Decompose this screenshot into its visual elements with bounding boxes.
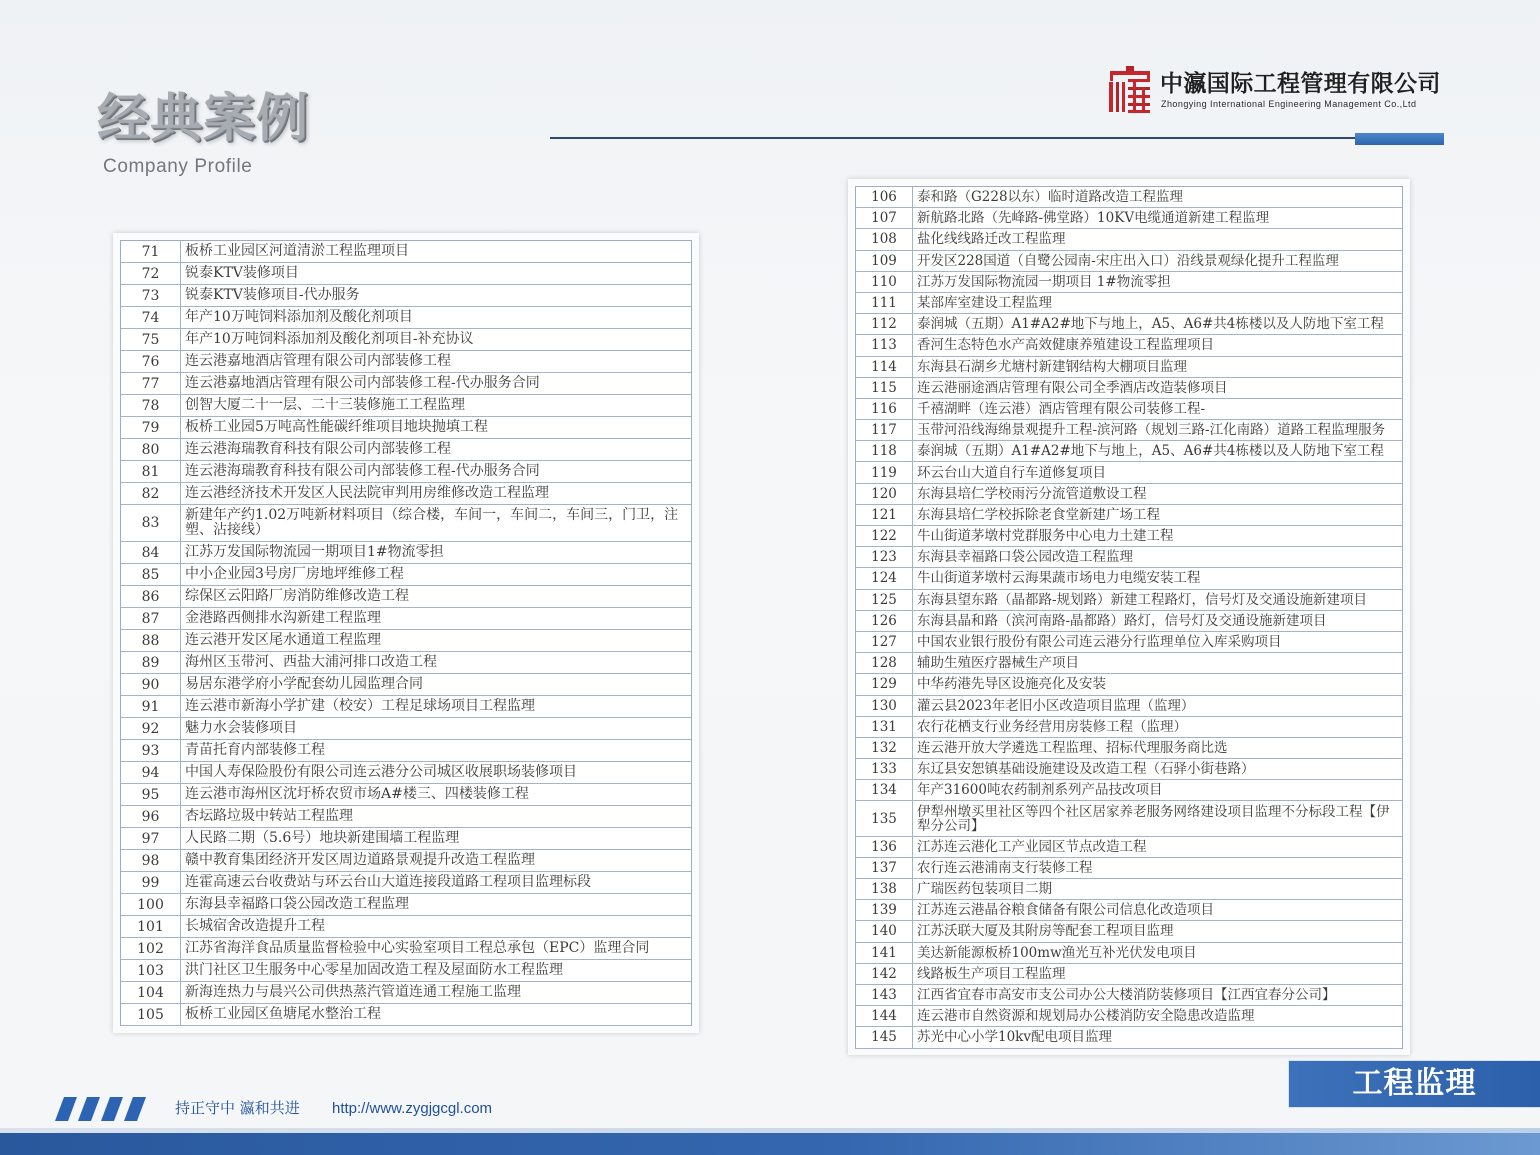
row-number: 97	[121, 828, 181, 849]
table-row	[856, 837, 1402, 858]
row-number: 77	[121, 373, 181, 394]
table-row	[121, 894, 691, 916]
project-name: 连云港市自然资源和规划局办公楼消防安全隐患改造监理	[917, 1008, 1255, 1025]
page-subtitle: Company Profile	[103, 156, 253, 177]
project-name: 赣中教育集团经济开发区周边道路景观提升改造工程监理	[185, 852, 535, 868]
row-number: 143	[856, 985, 913, 1005]
project-name: 牛山街道茅墩村云海果蔬市场电力电缆安装工程	[917, 570, 1201, 587]
project-name: 江苏连云港晶谷粮食储备有限公司信息化改造项目	[917, 902, 1214, 919]
row-number: 83	[121, 505, 181, 541]
row-number: 123	[856, 547, 913, 567]
row-number: 141	[856, 943, 913, 963]
footer-slogan: 持正守中 瀛和共进	[175, 1099, 300, 1117]
table-row	[856, 251, 1402, 272]
project-name: 某部库室建设工程监理	[917, 295, 1052, 312]
row-number: 105	[121, 1004, 181, 1025]
right-case-table	[855, 186, 1403, 1049]
project-name: 魅力水会装修项目	[185, 720, 297, 736]
row-number: 79	[121, 417, 181, 438]
project-name: 人民路二期（5.6号）地块新建围墙工程监理	[185, 830, 460, 846]
row-number: 131	[856, 717, 913, 737]
table-row	[856, 759, 1402, 780]
row-number: 81	[121, 461, 181, 482]
table-row	[121, 351, 691, 373]
row-number: 135	[856, 801, 913, 835]
row-number: 129	[856, 674, 913, 694]
row-number: 120	[856, 484, 913, 504]
row-number: 87	[121, 608, 181, 629]
table-row	[856, 879, 1402, 900]
project-name: 新航路北路（先峰路-佛堂路）10KV电缆通道新建工程监理	[917, 210, 1270, 227]
row-number: 94	[121, 762, 181, 783]
table-row	[121, 696, 691, 718]
row-number: 103	[121, 960, 181, 981]
project-name: 连云港开放大学遴选工程监理、招标代理服务商比选	[917, 739, 1228, 756]
project-name: 江苏沃联大厦及其附房等配套工程项目监理	[917, 923, 1174, 940]
project-name: 开发区228国道（自鹭公园南-宋庄出入口）沿线景观绿化提升工程监理	[917, 252, 1339, 269]
row-number: 144	[856, 1006, 913, 1026]
project-name: 泰和路（G228以东）临时道路改造工程监理	[917, 189, 1184, 206]
table-row	[121, 241, 691, 263]
table-row	[856, 674, 1402, 695]
row-number: 108	[856, 229, 913, 249]
table-row	[121, 542, 691, 564]
project-name: 连云港嘉地酒店管理有限公司内部装修工程-代办服务合同	[185, 375, 540, 391]
row-number: 86	[121, 586, 181, 607]
table-row	[856, 462, 1402, 483]
row-number: 119	[856, 462, 913, 482]
project-name: 苏光中心小学10kv配电项目监理	[917, 1029, 1112, 1046]
row-number: 109	[856, 251, 913, 271]
company-name-en: Zhongying International Engineering Management Co.,Ltd	[1161, 99, 1417, 109]
row-number: 117	[856, 420, 913, 440]
project-name: 江苏省海洋食品质量监督检验中心实验室项目工程总承包（EPC）监理合同	[185, 940, 650, 956]
project-name: 新海连热力与晨兴公司供热蒸汽管道连通工程施工监理	[185, 984, 521, 1000]
project-name: 中小企业园3号房厂房地坪维修工程	[185, 566, 404, 582]
row-number: 89	[121, 652, 181, 673]
table-row	[121, 740, 691, 762]
table-row	[121, 564, 691, 586]
table-row	[856, 547, 1402, 568]
project-name: 香河生态特色水产高效健康养殖建设工程监理项目	[917, 337, 1214, 354]
footer-website-link[interactable]: http://www.zygjgcgl.com	[332, 1100, 493, 1117]
project-name: 环云台山大道自行车道修复项目	[917, 464, 1106, 481]
row-number: 106	[856, 187, 913, 207]
company-name: 中瀛国际工程管理有限公司	[1160, 71, 1441, 97]
table-row	[856, 293, 1402, 314]
table-row	[121, 608, 691, 630]
project-name: 连云港市海州区沈圩桥农贸市场A#楼三、四楼装修工程	[185, 786, 529, 802]
row-number: 100	[121, 894, 181, 915]
table-row	[121, 505, 691, 542]
project-name: 连云港丽途酒店管理有限公司全季酒店改造装修项目	[917, 379, 1228, 396]
table-row	[856, 420, 1402, 441]
left-table-frame	[113, 233, 699, 1033]
table-row	[121, 806, 691, 828]
row-number: 121	[856, 505, 913, 525]
project-name: 板桥工业园5万吨高性能碳纤维项目地块抛填工程	[185, 419, 488, 435]
table-row	[121, 285, 691, 307]
table-row	[121, 307, 691, 329]
project-name: 洪门社区卫生服务中心零星加固改造工程及屋面防水工程监理	[185, 962, 563, 978]
table-row	[856, 357, 1402, 378]
project-name: 综保区云阳路厂房消防维修改造工程	[185, 588, 409, 604]
row-number: 140	[856, 921, 913, 941]
row-number: 91	[121, 696, 181, 717]
project-name: 金港路西侧排水沟新建工程监理	[185, 610, 381, 626]
project-name: 锐泰KTV装修项目	[185, 265, 299, 281]
project-name: 年产10万吨饲料添加剂及酸化剂项目	[185, 309, 413, 325]
project-name: 连云港市新海小学扩建（校安）工程足球场项目工程监理	[185, 698, 535, 714]
table-row	[856, 858, 1402, 879]
project-name: 美达新能源板桥100mw渔光互补光伏发电项目	[917, 944, 1197, 961]
project-name: 连云港开发区尾水通道工程监理	[185, 632, 381, 648]
project-name: 农行花栖支行业务经营用房装修工程（监理）	[917, 718, 1187, 735]
table-row	[121, 938, 691, 960]
table-row	[856, 526, 1402, 547]
row-number: 102	[121, 938, 181, 959]
table-row	[856, 1006, 1402, 1027]
table-row	[121, 395, 691, 417]
project-name: 泰润城（五期）A1#A2#地下与地上，A5、A6#共4栋楼以及人防地下室工程	[917, 443, 1384, 460]
project-name: 玉带河沿线海绵景观提升工程-滨河路（规划三路-江化南路）道路工程监理服务	[917, 422, 1386, 439]
page-title: 经典案例	[97, 89, 310, 149]
table-row	[856, 208, 1402, 229]
table-row	[121, 1004, 691, 1026]
table-row	[856, 314, 1402, 335]
row-number: 116	[856, 399, 913, 419]
project-name: 线路板生产项目工程监理	[917, 965, 1066, 982]
project-name: 东海县培仁学校拆除老食堂新建广场工程	[917, 506, 1160, 523]
row-number: 137	[856, 858, 913, 878]
row-number: 115	[856, 378, 913, 398]
table-row	[856, 399, 1402, 420]
row-number: 82	[121, 483, 181, 504]
table-row	[121, 373, 691, 395]
row-number: 85	[121, 564, 181, 585]
project-name: 东海县幸福路口袋公园改造工程监理	[917, 549, 1133, 566]
project-name: 东海县幸福路口袋公园改造工程监理	[185, 896, 409, 912]
row-number: 75	[121, 329, 181, 350]
table-row	[856, 611, 1402, 632]
row-number: 72	[121, 263, 181, 284]
table-row	[856, 590, 1402, 611]
table-row	[856, 568, 1402, 589]
project-name: 新建年产约1.02万吨新材料项目（综合楼，车间一，车间二，车间三，门卫，注塑、沾接线）	[185, 507, 679, 538]
table-row	[856, 335, 1402, 356]
table-row	[121, 652, 691, 674]
project-name: 牛山街道茅墩村党群服务中心电力土建工程	[917, 528, 1174, 545]
row-number: 112	[856, 314, 913, 334]
project-name: 青苗托育内部装修工程	[185, 742, 325, 758]
row-number: 145	[856, 1027, 913, 1047]
project-name: 中华药港先导区设施亮化及安装	[917, 676, 1106, 693]
table-row	[856, 653, 1402, 674]
table-row	[121, 263, 691, 285]
table-row	[856, 1027, 1402, 1048]
row-number: 122	[856, 526, 913, 546]
row-number: 128	[856, 653, 913, 673]
table-row	[856, 964, 1402, 985]
project-name: 泰润城（五期）A1#A2#地下与地上，A5、A6#共4栋楼以及人防地下室工程	[917, 316, 1384, 333]
project-name: 中国农业银行股份有限公司连云港分行监理单位入库采购项目	[917, 634, 1282, 651]
project-name: 年产31600吨农药制剂系列产品技改项目	[917, 782, 1163, 799]
table-row	[856, 801, 1402, 836]
company-logo-icon	[1106, 66, 1154, 114]
table-row	[121, 784, 691, 806]
project-name: 江苏万发国际物流园一期项目 1#物流零担	[917, 273, 1171, 290]
project-name: 板桥工业园区河道清淤工程监理项目	[185, 243, 409, 259]
row-number: 80	[121, 439, 181, 460]
table-row	[856, 943, 1402, 964]
row-number: 95	[121, 784, 181, 805]
table-row	[856, 717, 1402, 738]
row-number: 74	[121, 307, 181, 328]
table-row	[121, 762, 691, 784]
row-number: 133	[856, 759, 913, 779]
table-row	[856, 484, 1402, 505]
project-name: 连云港海瑞教育科技有限公司内部装修工程-代办服务合同	[185, 463, 540, 479]
project-name: 江苏连云港化工产业园区节点改造工程	[917, 838, 1147, 855]
table-row	[121, 916, 691, 938]
project-name: 伊犁州墩买里社区等四个社区居家养老服务网络建设项目监理不分标段工程【伊犁分公司】	[917, 803, 1390, 834]
row-number: 132	[856, 738, 913, 758]
project-name: 灌云县2023年老旧小区改造项目监理（监理）	[917, 697, 1195, 714]
project-name: 东海县望东路（晶都路-规划路）新建工程路灯，信号灯及交通设施新建项目	[917, 591, 1368, 608]
row-number: 139	[856, 900, 913, 920]
project-name: 东辽县安恕镇基础设施建设及改造工程（石驿小街巷路）	[917, 761, 1255, 778]
project-name: 千禧湖畔（连云港）酒店管理有限公司装修工程-	[917, 400, 1206, 417]
table-row	[121, 483, 691, 505]
row-number: 76	[121, 351, 181, 372]
row-number: 104	[121, 982, 181, 1003]
row-number: 96	[121, 806, 181, 827]
table-row	[121, 718, 691, 740]
project-name: 东海县培仁学校雨污分流管道敷设工程	[917, 485, 1147, 502]
right-table-frame	[848, 179, 1410, 1055]
project-name: 海州区玉带河、西盐大浦河排口改造工程	[185, 654, 437, 670]
table-row	[121, 982, 691, 1004]
row-number: 118	[856, 441, 913, 461]
row-number: 73	[121, 285, 181, 306]
row-number: 125	[856, 590, 913, 610]
project-name: 锐泰KTV装修项目-代办服务	[185, 287, 360, 303]
project-name: 农行连云港浦南支行装修工程	[917, 859, 1093, 876]
project-name: 易居东港学府小学配套幼儿园监理合同	[185, 676, 423, 692]
header-divider-line	[550, 137, 1355, 139]
row-number: 110	[856, 272, 913, 292]
row-number: 101	[121, 916, 181, 937]
row-number: 107	[856, 208, 913, 228]
bottom-bar	[0, 1133, 1540, 1155]
table-row	[856, 985, 1402, 1006]
table-row	[121, 872, 691, 894]
row-number: 71	[121, 241, 181, 262]
row-number: 88	[121, 630, 181, 651]
table-row	[856, 632, 1402, 653]
table-row	[856, 187, 1402, 208]
table-row	[856, 696, 1402, 717]
table-row	[856, 441, 1402, 462]
project-name: 连云港海瑞教育科技有限公司内部装修工程	[185, 441, 451, 457]
table-row	[121, 417, 691, 439]
header-accent-bar	[1355, 133, 1444, 145]
row-number: 127	[856, 632, 913, 652]
table-row	[856, 229, 1402, 250]
row-number: 92	[121, 718, 181, 739]
row-number: 126	[856, 611, 913, 631]
project-name: 连霍高速云台收费站与环云台山大道连接段道路工程项目监理标段	[185, 874, 591, 890]
table-row	[856, 780, 1402, 801]
project-name: 江苏万发国际物流园一期项目1#物流零担	[185, 544, 444, 560]
project-name: 杏坛路垃圾中转站工程监理	[185, 808, 353, 824]
table-row	[856, 921, 1402, 942]
table-row	[121, 960, 691, 982]
project-name: 东海县石湖乡尤塘村新建钢结构大棚项目监理	[917, 358, 1187, 375]
table-row	[121, 630, 691, 652]
row-number: 78	[121, 395, 181, 416]
row-number: 124	[856, 568, 913, 588]
table-row	[121, 329, 691, 351]
table-row	[121, 461, 691, 483]
row-number: 93	[121, 740, 181, 761]
row-number: 130	[856, 696, 913, 716]
table-row	[856, 272, 1402, 293]
row-number: 134	[856, 780, 913, 800]
table-row	[856, 900, 1402, 921]
slanted-stripes-icon	[55, 1097, 147, 1121]
project-name: 创智大厦二十一层、二十三装修施工工程监理	[185, 397, 465, 413]
row-number: 136	[856, 837, 913, 857]
table-row	[121, 850, 691, 872]
left-case-table	[120, 240, 692, 1026]
row-number: 90	[121, 674, 181, 695]
row-number: 138	[856, 879, 913, 899]
table-row	[121, 674, 691, 696]
row-number: 99	[121, 872, 181, 893]
row-number: 111	[856, 293, 913, 313]
project-name: 盐化线线路迁改工程监理	[917, 231, 1066, 248]
project-name: 东海县晶和路（滨河南路-晶都路）路灯，信号灯及交通设施新建项目	[917, 612, 1327, 629]
table-row	[121, 828, 691, 850]
project-name: 辅助生殖医疗器械生产项目	[917, 655, 1079, 672]
project-name: 长城宿舍改造提升工程	[185, 918, 325, 934]
project-name: 江西省宜春市高安市支公司办公大楼消防装修项目【江西宜春分公司】	[917, 987, 1336, 1004]
table-row	[856, 378, 1402, 399]
row-number: 84	[121, 542, 181, 563]
project-name: 年产10万吨饲料添加剂及酸化剂项目-补充协议	[185, 331, 474, 347]
row-number: 98	[121, 850, 181, 871]
project-name: 连云港嘉地酒店管理有限公司内部装修工程	[185, 353, 451, 369]
table-row	[856, 505, 1402, 526]
section-tag: 工程监理	[1288, 1060, 1540, 1108]
project-name: 中国人寿保险股份有限公司连云港分公司城区收展职场装修项目	[185, 764, 577, 780]
row-number: 113	[856, 335, 913, 355]
project-name: 板桥工业园区鱼塘尾水整治工程	[185, 1006, 381, 1022]
project-name: 广瑞医药包装项目二期	[917, 881, 1052, 898]
row-number: 142	[856, 964, 913, 984]
project-name: 连云港经济技术开发区人民法院审判用房维修改造工程监理	[185, 485, 549, 501]
table-row	[121, 439, 691, 461]
row-number: 114	[856, 357, 913, 377]
table-row	[121, 586, 691, 608]
table-row	[856, 738, 1402, 759]
